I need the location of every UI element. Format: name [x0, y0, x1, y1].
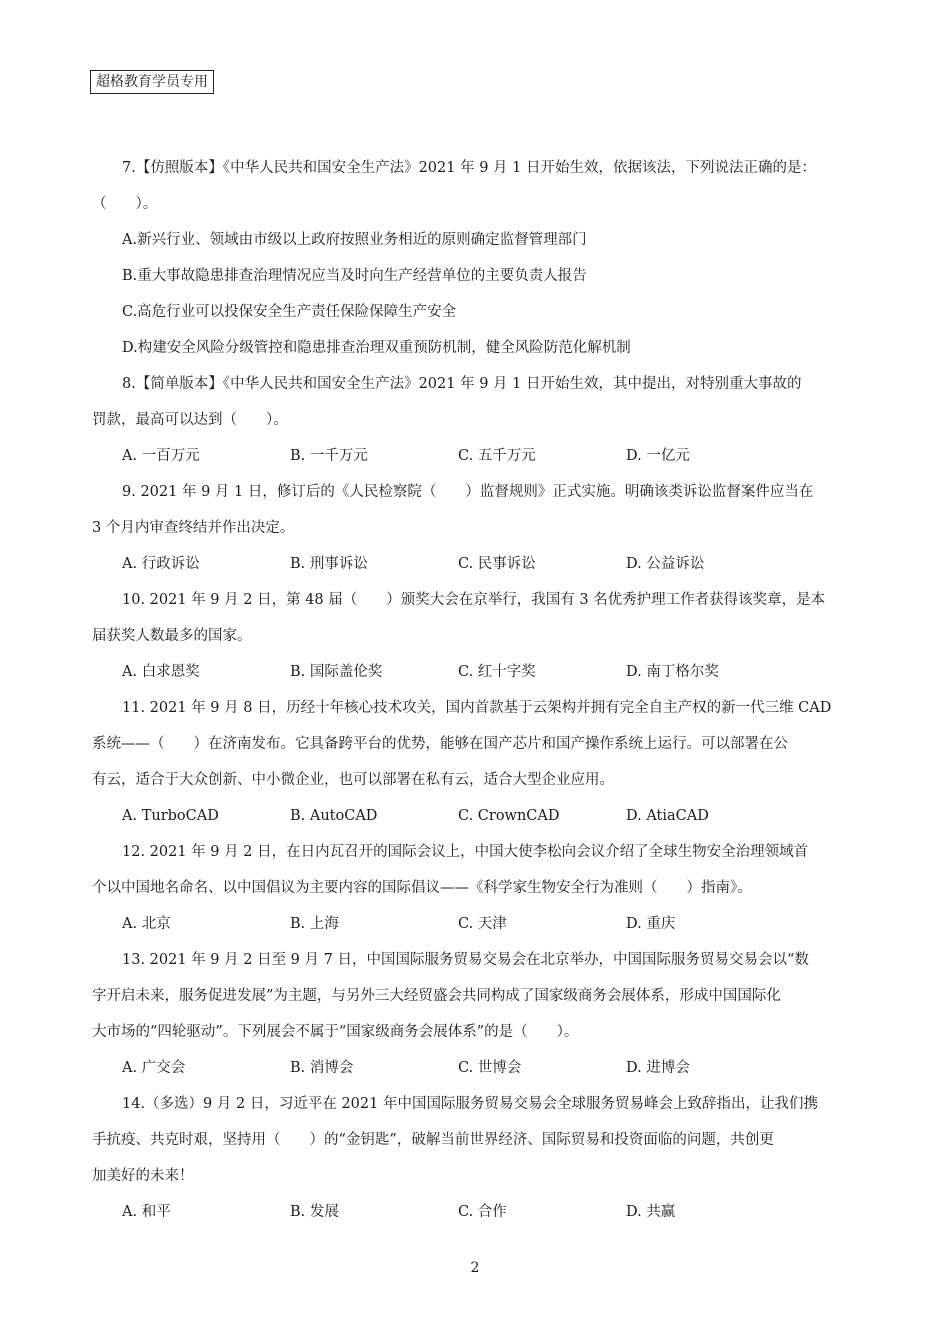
options-row: [92, 546, 860, 582]
question-text-line: 10. 2021 年 9 月 2 日，第 48 届（ ）颁奖大会在京举行，我国有 3 名优秀护理工作者获得该奖章，是本: [122, 592, 826, 608]
options-row: [92, 654, 860, 690]
question-text-line: 3 个月内审查终结并作出决定。: [92, 520, 295, 536]
question-text-line: 手抗疫、共克时艰，坚持用（ ）的“金钥匙”，破解当前世界经济、国际贸易和投资面临的问题，共创更: [92, 1132, 774, 1148]
option-c: C. 合作: [458, 1204, 507, 1220]
option-a: A. TurboCAD: [122, 808, 219, 824]
option-b: B. 发展: [290, 1204, 339, 1220]
question-text-line: 届获奖人数最多的国家。: [92, 628, 252, 644]
option-a: A. 和平: [122, 1204, 171, 1220]
option-a: A. 白求恩奖: [122, 664, 200, 680]
options-row: [92, 438, 860, 474]
question-12: [92, 834, 860, 942]
option-d: D. 共赢: [626, 1204, 676, 1220]
option-c: C. 红十字奖: [458, 664, 536, 680]
option-c: C. 天津: [458, 916, 507, 932]
question-text-line: 8.【简单版本】《中华人民共和国安全生产法》2021 年 9 月 1 日开始生效，其中提出，对特别重大事故的: [122, 376, 802, 392]
option-d: D. 公益诉讼: [626, 556, 705, 572]
option-c: C. 五千万元: [458, 448, 536, 464]
question-text-line: 有云，适合于大众创新、中小微企业，也可以部署在私有云，适合大型企业应用。: [92, 772, 614, 788]
option-b: B. 国际盖伦奖: [290, 664, 383, 680]
question-text-line: 11. 2021 年 9 月 8 日，历经十年核心技术攻关，国内首款基于云架构并拥有完全自主产权的新一代三维 CAD: [122, 700, 832, 716]
question-9: [92, 474, 860, 582]
option-b: B. 一千万元: [290, 448, 368, 464]
question-13: [92, 942, 860, 1086]
option-a: A. 广交会: [122, 1060, 186, 1076]
option-a: A.新兴行业、领域由市级以上政府按照业务相近的原则确定监督管理部门: [122, 232, 587, 248]
question-text-line: 13. 2021 年 9 月 2 日至 9 月 7 日，中国国际服务贸易交易会在北京举办，中国国际服务贸易交易会以“数: [122, 952, 809, 968]
question-text-line: 大市场的“四轮驱动”。下列展会不属于“国家级商务会展体系”的是（ ）。: [92, 1024, 579, 1040]
options-row: [92, 906, 860, 942]
question-text-line: 7.【仿照版本】《中华人民共和国安全生产法》2021 年 9 月 1 日开始生效，依据该法，下列说法正确的是：: [122, 160, 816, 176]
option-d: D.构建安全风险分级管控和隐患排查治理双重预防机制，健全风险防范化解机制: [122, 340, 631, 356]
option-c: C.高危行业可以投保安全生产责任保险保障生产安全: [122, 304, 457, 320]
option-b: B. 刑事诉讼: [290, 556, 368, 572]
option-d: D. 重庆: [626, 916, 676, 932]
question-11: [92, 690, 860, 834]
option-a: A. 北京: [122, 916, 171, 932]
question-text-line: （ ）。: [92, 196, 158, 212]
option-a: A. 一百万元: [122, 448, 200, 464]
options-row: [92, 798, 860, 834]
option-d: D. 一亿元: [626, 448, 690, 464]
option-d: D. AtiaCAD: [626, 808, 709, 824]
question-text-line: 9. 2021 年 9 月 1 日，修订后的《人民检察院（ ）监督规则》正式实施。明确该类诉讼监督案件应当在: [122, 484, 814, 500]
question-text-line: 罚款，最高可以达到（ ）。: [92, 412, 288, 428]
option-b: B.重大事故隐患排查治理情况应当及时向生产经营单位的主要负责人报告: [122, 268, 587, 284]
option-b: B. 上海: [290, 916, 339, 932]
option-c: C. CrownCAD: [458, 808, 560, 824]
option-b: B. AutoCAD: [290, 808, 378, 824]
option-a: A. 行政诉讼: [122, 556, 200, 572]
question-7: [92, 150, 860, 366]
header-stamp: 超格教育学员专用: [90, 70, 214, 94]
question-14: [92, 1086, 860, 1230]
option-b: B. 消博会: [290, 1060, 354, 1076]
option-c: C. 世博会: [458, 1060, 522, 1076]
question-text-line: 个以中国地名命名、以中国倡议为主要内容的国际倡议——《科学家生物安全行为准则（ ）指南》。: [92, 880, 752, 896]
option-d: D. 进博会: [626, 1060, 690, 1076]
option-d: D. 南丁格尔奖: [626, 664, 719, 680]
question-10: [92, 582, 860, 690]
question-text-line: 12. 2021 年 9 月 2 日，在日内瓦召开的国际会议上，中国大使李松向会议介绍了全球生物安全治理领域首: [122, 844, 809, 860]
options-row: [92, 1050, 860, 1086]
question-text-line: 字开启未来，服务促进发展”为主题，与另外三大经贸盛会共同构成了国家级商务会展体系，形成中国国际化: [92, 988, 781, 1004]
options-row: [92, 1194, 860, 1230]
option-c: C. 民事诉讼: [458, 556, 536, 572]
question-list: [92, 150, 860, 1230]
question-text-line: 系统——（ ）在济南发布。它具备跨平台的优势，能够在国产芯片和国产操作系统上运行。可以部署在公: [92, 736, 788, 752]
question-text-line: 加美好的未来！: [92, 1168, 194, 1184]
question-8: [92, 366, 860, 474]
page-number: 2: [470, 1260, 480, 1276]
question-text-line: 14.（多选）9 月 2 日，习近平在 2021 年中国国际服务贸易交易会全球服务贸易峰会上致辞指出，让我们携: [122, 1096, 818, 1112]
